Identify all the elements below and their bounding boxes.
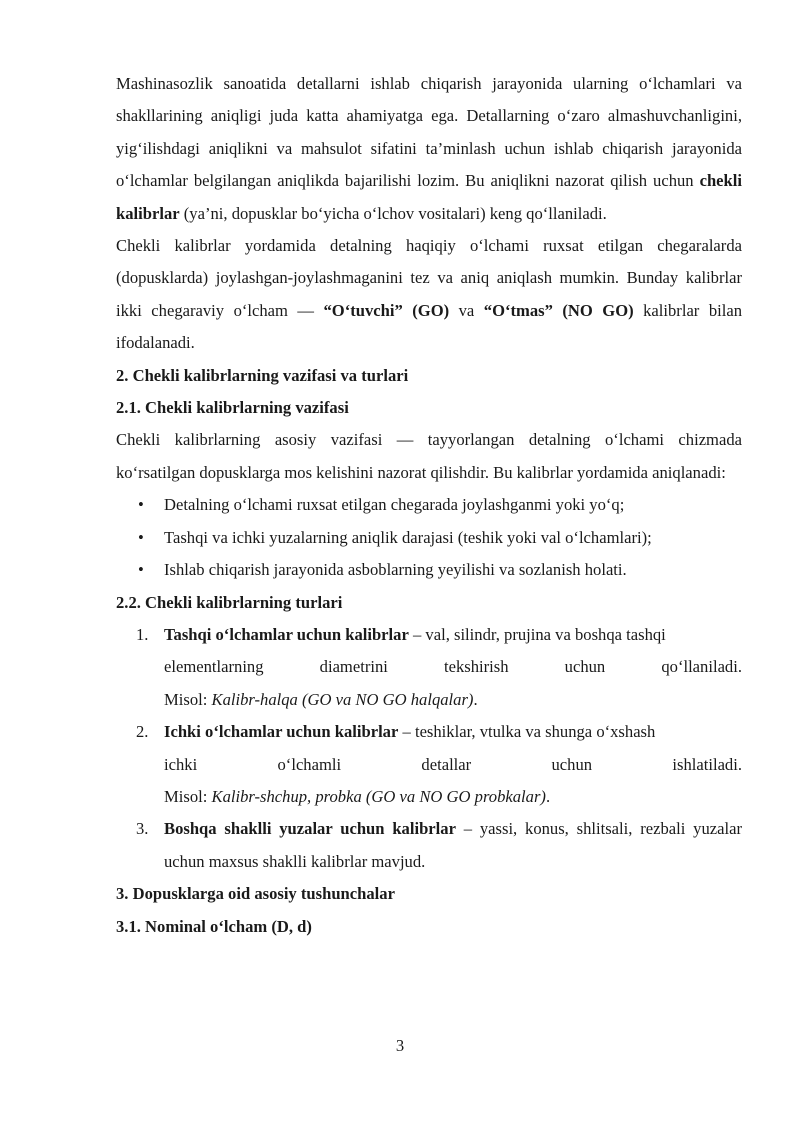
item-body [164,813,742,878]
item-text: – yassi, konus, shlitsali, rezbali yuzalar uchun maxsus shaklli kalibrlar mavjud. [164,819,742,871]
item-text: – teshiklar, vtulka va shunga o‘xshash [398,722,656,742]
item-body [164,619,742,716]
item-title: Boshqa shaklli yuzalar uchun kalibrlar [164,819,456,839]
item-number: 3. [136,819,149,839]
list-item [116,554,742,586]
intro-text: (ya’ni, dopusklar bo‘yicha o‘lchov vositalari) keng qo‘llaniladi. [179,203,607,223]
example-label: Misol: [164,689,212,709]
item-number: 1. [136,624,149,644]
bullet-text: Tashqi va ichki yuzalarning aniqlik darajasi (teshik yoki val o‘lchamlari); [164,527,652,547]
list-item [116,522,742,554]
list-item [116,619,742,716]
bullet-icon: • [138,527,144,547]
bullet-text: Ishlab chiqarish jarayonida asboblarning yeyilishi va sozlanish holati. [164,560,627,580]
bullet-icon: • [138,495,144,515]
item-title: Ichki o‘lchamlar uchun kalibrlar [164,722,399,742]
item-text-line: ichki o‘lchamli detallar uchun ishlatiladi. [164,754,742,774]
example-text: Kalibr-shchup, probka (GO va NO GO probkalar) [211,786,546,806]
intro-paragraph-2 [116,230,742,360]
section-3-1-heading: 3.1. Nominal o‘lcham (D, d) [116,916,312,936]
item-title: Tashqi o‘lchamlar uchun kalibrlar [164,624,409,644]
intro-paragraph-1 [116,68,742,230]
item-text: – val, silindr, prujina va boshqa tashqi [408,624,666,644]
page-number: 3 [395,1036,405,1055]
section-3-heading: 3. Dopusklarga oid asosiy tushunchalar [116,884,395,904]
intro-text: Chekli kalibrlar yordamida detalning haqiqiy o‘lchami ruxsat etilgan chegaralarda (dopusklarda) joylashgan-joylashmaganini tez va aniq aniqlash mumkin. Bunday kalibrlar ikki chegaraviy o‘lcham — [116,236,742,320]
intro-bold-term: chekli kalibrlar [116,171,742,223]
example-end: . [545,786,551,806]
item-number: 2. [136,722,149,742]
intro-text: Mashinasozlik sanoatida detallarni ishlab chiqarish jarayonida ularning o‘lchamlari va shakllarining aniqligi juda katta ahamiyatga ega. Detallarning o‘zaro almashuvchanligini, yig‘ilishdagi aniqlikni va mahsulot sifatini ta’minlash uchun ishlab chiqarish jarayonida o‘lchamlar belgilangan aniqlikda bajarilishi lozim. Bu aniqlikni nazorat qilish uchun [116,74,742,191]
item-body [164,716,742,813]
section-2-heading: 2. Chekli kalibrlarning vazifasi va turlari [116,365,409,385]
example-text: Kalibr-halqa (GO va NO GO halqalar) [211,689,474,709]
no-go-term: “O‘tmas” (NO GO) [483,300,634,320]
list-item [116,716,742,813]
section-2-1-heading: 2.1. Chekli kalibrlarning vazifasi [116,398,349,418]
intro-text: kalibrlar bilan ifodalanadi. [116,300,742,353]
go-term: “O‘tuvchi” (GO) [323,300,450,320]
example-end: . [473,689,478,709]
item-text-line: elementlarning diametrini tekshirish uchun qo‘llaniladi. [164,657,742,677]
example-label: Misol: [164,786,212,806]
list-item [116,489,742,521]
list-item [116,813,742,878]
bullet-icon: • [138,560,144,580]
document-page [116,68,742,943]
bullet-text: Detalning o‘lchami ruxsat etilgan chegarada joylashganmi yoki yo‘q; [164,495,625,515]
intro-text: va [449,300,484,320]
bullet-list [116,489,742,586]
section-2-2-heading: 2.2. Chekli kalibrlarning turlari [116,592,343,612]
numbered-list [116,619,742,878]
section-2-1-text: Chekli kalibrlarning asosiy vazifasi — tayyorlangan detalning o‘lchami chizmada ko‘rsatilgan dopusklarga mos kelishini nazorat qilishdir. Bu kalibrlar yordamida aniqlanadi: [116,430,742,482]
